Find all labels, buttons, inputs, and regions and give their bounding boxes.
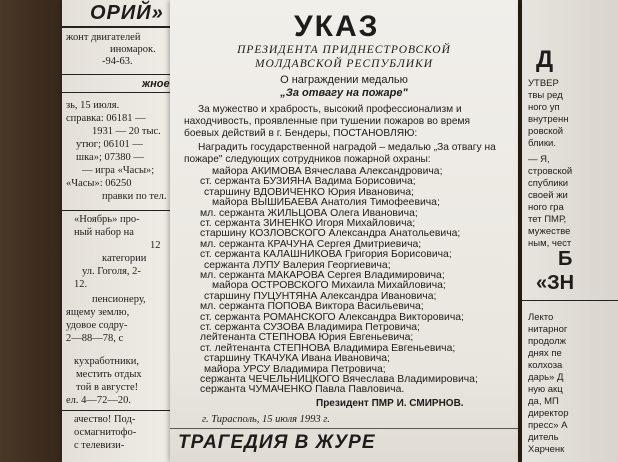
left-ad-line: пенсионеру, xyxy=(92,294,146,305)
left-mid-line: зь, 15 июля. xyxy=(66,100,120,111)
page-title: УКАЗ xyxy=(294,10,380,43)
left-ad-line: категории xyxy=(102,253,147,264)
left-mid-line: «Часы»: 06250 xyxy=(66,178,132,189)
right-line: колхоза xyxy=(528,360,563,371)
award-line-2: „За отвагу на пожаре" xyxy=(280,87,408,99)
divider xyxy=(62,74,172,75)
divider xyxy=(62,410,172,411)
decree-article xyxy=(170,0,518,462)
left-mid-line: — игра «Часы»; xyxy=(82,165,155,176)
divider xyxy=(170,428,518,429)
right-line: — Я, xyxy=(528,154,550,165)
left-mid-line: 1931 — 20 тыс. xyxy=(92,126,161,137)
awardee-line: ст. лейтенанта СТЕПНОВА Владимира Евгеньевича; xyxy=(200,342,456,354)
subtitle-line-2: МОЛДАВСКОЙ РЕСПУБЛИКИ xyxy=(254,58,434,70)
left-ad-line: ел. 4—72—20. xyxy=(66,395,132,406)
left-ad-line: ящему землю, xyxy=(66,307,130,318)
right-line: твы ред xyxy=(528,90,563,101)
left-mid-line: шка»; 07380 — xyxy=(76,152,144,163)
left-mid-line: правки по тел. xyxy=(102,191,167,202)
right-line: ным, чест xyxy=(528,238,572,249)
left-ad-line: 12. xyxy=(74,279,88,290)
right-line: днях пе xyxy=(528,348,562,359)
divider xyxy=(522,300,618,301)
awardee-line: мл. сержанта ЖИЛЬЦОВА Олега Ивановича; xyxy=(200,207,418,219)
right-line: блики. xyxy=(528,138,556,149)
left-mid-line: утюг; 06101 — xyxy=(76,139,143,150)
divider xyxy=(62,92,172,93)
awardee-line: ст. сержанта ЗИНЕНКО Игоря Михайловича; xyxy=(200,218,416,229)
divider xyxy=(62,26,172,28)
left-ad-line: 12 xyxy=(150,240,161,251)
awardee-line: лейтенанта СТЕПНОВА Юрия Евгеньевича; xyxy=(200,332,414,344)
left-ad-line: кухработники, xyxy=(74,356,139,367)
left-ad-line: «Ноябрь» про- xyxy=(74,214,140,225)
next-article-heading: ТРАГЕДИЯ В ЖУРЕ xyxy=(178,432,376,453)
awardee-line: старшину ТКАЧУКА Ивана Ивановича; xyxy=(204,353,390,365)
right-line: ровской xyxy=(528,126,564,137)
awardee-line: ст. сержанта РОМАНСКОГО Александра Викторовича; xyxy=(200,311,464,323)
divider xyxy=(62,210,172,211)
left-mid-line: справка: 06181 — xyxy=(66,113,146,124)
awardee-line: майора ОСТРОВСКОГО Михаила Михайловича; xyxy=(212,280,446,292)
right-line: УТВЕР xyxy=(528,78,559,89)
right-heading-letter: Б xyxy=(558,248,573,270)
preamble: За мужество и храбрость, высокий профессионализм и находчивость, проявленные при тушении пожаров во время боевых действий в г. Бендеры, ПОСТАНОВЛЯЮ: xyxy=(184,104,471,139)
left-ad-line: осмагнитофо- xyxy=(74,427,137,438)
left-ad-line: ный набор на xyxy=(74,227,134,238)
right-line: продолж xyxy=(528,336,567,347)
awardee-line: майора АКИМОВА Вячеслава Александровича; xyxy=(212,166,443,177)
awardee-line: ст. сержанта БУЗИЯНА Вадима Борисовича; xyxy=(200,176,416,188)
awardee-line: мл. сержанта ПОПОВА Виктора Васильевича; xyxy=(200,301,424,313)
left-ad-line: удовое содру- xyxy=(66,320,128,331)
right-line: внутренн xyxy=(528,114,569,125)
awardee-line: старшину КОЗЛОВСКОГО Александра Анатольевича; xyxy=(200,228,461,240)
awardee-line: мл. сержанта МАКАРОВА Сергея Владимировича; xyxy=(200,270,445,281)
right-line: ного уп xyxy=(528,102,560,113)
awardee-line: ст. сержанта СУЗОВА Владимира Петровича; xyxy=(200,322,420,333)
left-ad-line: местить отдых xyxy=(76,369,142,380)
right-newspaper-sheet xyxy=(522,0,618,462)
right-line: тет ПМР, xyxy=(528,214,567,225)
right-line: ного гра xyxy=(528,202,564,213)
left-ad-line: 2—88—78, с xyxy=(66,333,124,344)
right-line: мужестве xyxy=(528,226,571,237)
right-line: да, МП xyxy=(528,396,559,407)
right-line: стровской xyxy=(528,166,573,177)
right-line: нитарног xyxy=(528,324,568,335)
place-date: г. Тирасполь, 15 июля 1993 г. xyxy=(202,414,330,425)
right-line: Лекто xyxy=(528,312,554,323)
right-heading: «ЗН xyxy=(536,272,575,294)
awardee-line: сержанта ЧЕЧЕЛЬНИЦКОГО Вячеслава Владимировича; xyxy=(200,374,478,385)
left-top-line-2: иномарок. xyxy=(110,44,156,55)
right-line: директор xyxy=(528,408,569,419)
signature: Президент ПМР И. СМИРНОВ. xyxy=(316,398,464,409)
left-ad-line: ул. Гоголя, 2- xyxy=(82,266,141,277)
awardee-line: старшину ПУЦУНТЯНА Александра Ивановича; xyxy=(204,290,437,302)
right-line: своей жи xyxy=(528,190,568,201)
left-ad-line: той в августе! xyxy=(76,382,139,393)
right-line: Харченк xyxy=(528,444,565,455)
subtitle-line-1: ПРЕЗИДЕНТА ПРИДНЕСТРОВСКОЙ xyxy=(237,44,451,56)
right-line: спублики xyxy=(528,178,569,189)
left-newspaper-strip xyxy=(62,0,172,462)
left-column-title: ОРИЙ» xyxy=(90,2,164,24)
right-heading-letter: Д xyxy=(536,46,554,73)
right-line: дарь» Д xyxy=(528,372,564,383)
awardee-line: мл. сержанта КРАЧУНА Сергея Дмитриевича; xyxy=(200,238,422,250)
awardee-line: майора ВЫШИБАЕВА Анатолия Тимофеевича; xyxy=(212,197,440,209)
right-line: ную акц xyxy=(528,384,563,395)
left-ad-line: с телевизи- xyxy=(74,440,125,451)
left-top-line-3: -94-63. xyxy=(102,56,133,67)
left-top-line-1: жонт двигателей xyxy=(66,32,141,43)
awardee-line: ст. сержанта КАЛАШНИКОВА Григория Борисовича; xyxy=(200,249,452,261)
right-line: пресс» А xyxy=(528,420,568,431)
right-line: дитель xyxy=(528,432,559,443)
decree-text: Наградить государственной наградой – медалью „За отвагу на пожаре" следующих сотрудников пожарной охраны: xyxy=(184,142,496,165)
left-ad-line: ачество! Под- xyxy=(74,414,136,425)
award-line-1: О награждении медалью xyxy=(280,74,408,86)
awardee-line: майора УРСУ Владимира Петровича; xyxy=(204,363,386,375)
left-subhead: жное xyxy=(142,78,170,90)
awardee-line: старшину ВДОВИЧЕНКО Юрия Ивановича; xyxy=(204,186,415,198)
awardee-line: сержанта ЛУПУ Валерия Георгиевича; xyxy=(204,259,391,271)
awardee-line: сержанта ЧУМАЧЕНКО Павла Павловича. xyxy=(200,384,405,396)
